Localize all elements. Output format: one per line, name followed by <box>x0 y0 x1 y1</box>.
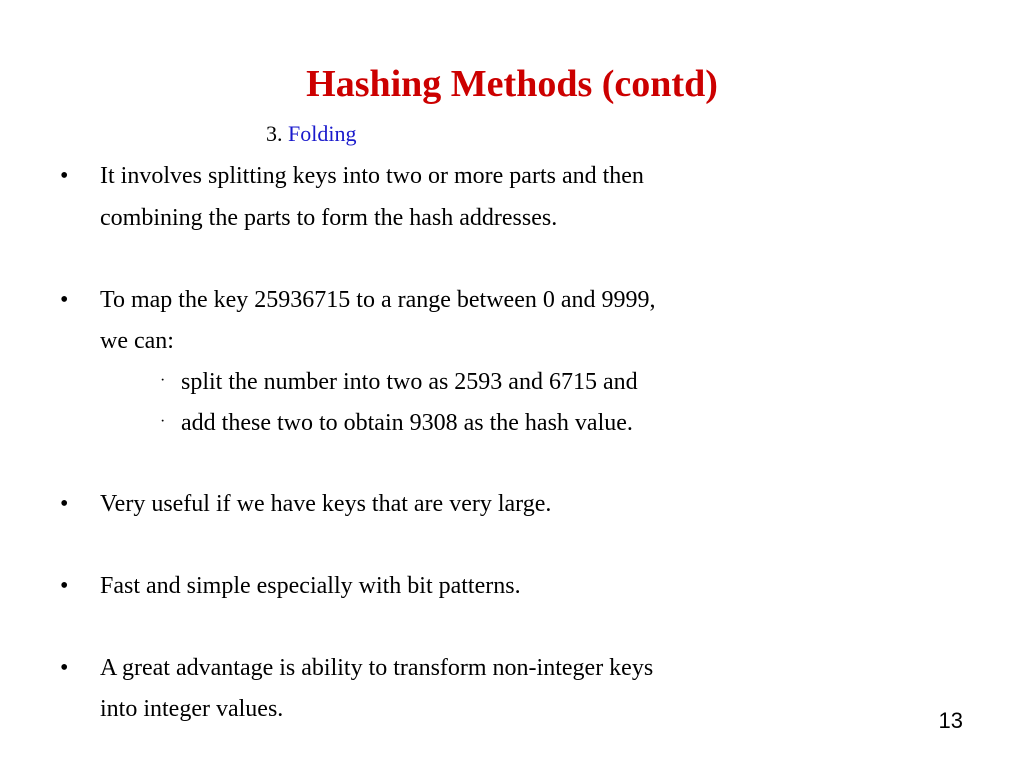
sub-item-2: add these two to obtain 9308 as the hash value. <box>181 410 633 436</box>
bullet-marker: • <box>60 573 69 599</box>
bullet-5-line-1: A great advantage is ability to transform non-integer keys <box>100 655 654 681</box>
bullet-marker: • <box>60 655 69 681</box>
bullet-5-line-2: into integer values. <box>100 696 284 722</box>
sub-bullet-marker: · <box>160 413 166 430</box>
slide-title: Hashing Methods (contd) <box>306 63 718 105</box>
sub-item-1: split the number into two as 2593 and 6715 and <box>181 369 638 395</box>
section-name: Folding <box>288 121 357 146</box>
bullet-1-line-1: It involves splitting keys into two or more parts and then <box>100 163 644 189</box>
section-subtitle <box>266 118 356 150</box>
bullet-2-line-2: we can: <box>100 328 174 354</box>
page-number: 13 <box>938 708 963 733</box>
section-number: 3. <box>266 121 283 146</box>
bullet-marker: • <box>60 287 69 313</box>
bullet-4-line-1: Fast and simple especially with bit patterns. <box>100 573 521 599</box>
bullet-marker: • <box>60 491 69 517</box>
bullet-1-line-2: combining the parts to form the hash addresses. <box>100 205 558 231</box>
bullet-marker: • <box>60 163 69 189</box>
bullet-2-line-1: To map the key 25936715 to a range between 0 and 9999, <box>100 287 656 313</box>
sub-bullet-marker: · <box>160 372 166 389</box>
bullet-3-line-1: Very useful if we have keys that are very large. <box>100 491 552 517</box>
